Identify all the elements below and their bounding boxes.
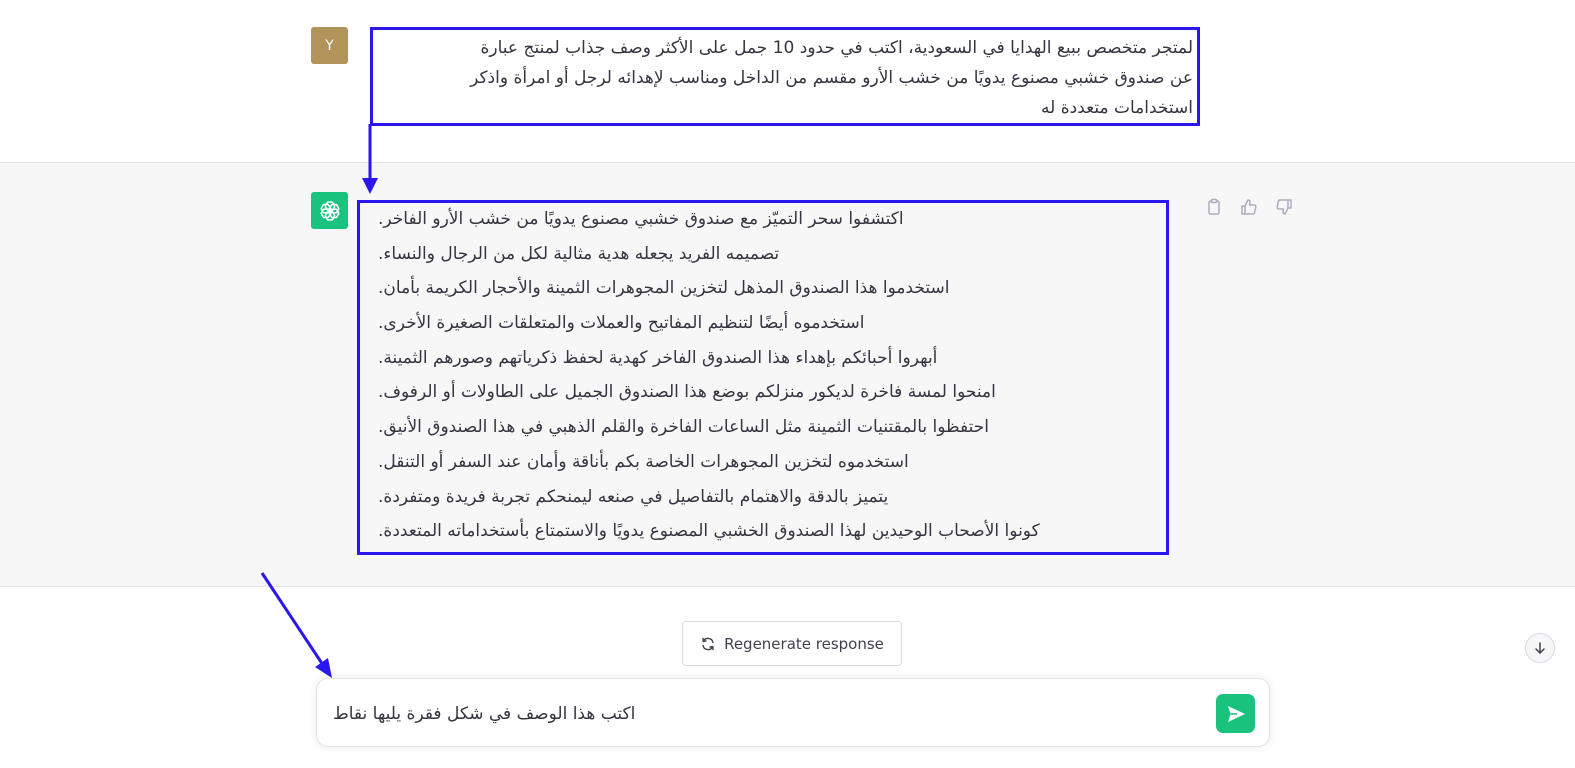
arrow-to-composer xyxy=(262,573,332,678)
regenerate-label: Regenerate response xyxy=(724,634,884,653)
message-input[interactable] xyxy=(333,699,1183,729)
list-item: .استخدموا هذا الصندوق المذهل لتخزين المجوهرات الثمينة والأحجار الكريمة بأمان xyxy=(378,278,950,299)
user-avatar-letter: Y xyxy=(325,37,334,54)
list-item: .أبهروا أحبائكم بإهداء هذا الصندوق الفاخر كهدية لحفظ ذكرياتهم وصورهم الثمينة xyxy=(378,347,938,368)
copy-icon xyxy=(1204,197,1224,217)
user-message xyxy=(370,27,1200,126)
send-icon xyxy=(1225,703,1247,725)
assistant-sentence-list xyxy=(378,202,1040,549)
thumbs-up-button[interactable] xyxy=(1239,197,1259,217)
arrow-down-icon xyxy=(1533,641,1547,655)
list-item: .تصميمه الفريد يجعله هدية مثالية لكل من الرجال والنساء xyxy=(378,243,780,264)
list-item: .استخدموه لتخزين المجوهرات الخاصة بكم بأناقة وأمان عند السفر أو التنقل xyxy=(378,451,909,472)
message-composer xyxy=(316,678,1270,747)
user-avatar xyxy=(311,27,348,64)
assistant-message xyxy=(357,200,1169,555)
thumbs-down-button[interactable] xyxy=(1274,197,1294,217)
list-item: .امنحوا لمسة فاخرة لديكور منزلكم بوضع هذا الصندوق الجميل على الطاولات أو الرفوف xyxy=(378,382,996,403)
list-item: .احتفظوا بالمقتنيات الثمينة مثل الساعات الفاخرة والقلم الذهبي في هذا الصندوق الأنيق xyxy=(378,417,989,438)
send-button[interactable] xyxy=(1216,694,1255,733)
assistant-avatar xyxy=(311,192,348,229)
refresh-icon xyxy=(700,636,716,652)
thumbs-down-icon xyxy=(1274,197,1294,217)
user-message-line: عن صندوق خشبي مصنوع يدويًا من خشب الأرو مقسم من الداخل ومناسب لإهدائه لرجل أو امرأة واذكر xyxy=(470,68,1193,88)
list-item: .يتميز بالدقة والاهتمام بالتفاصيل في صنعه ليمنحكم تجربة فريدة ومتفردة xyxy=(378,486,889,507)
regenerate-response-button[interactable] xyxy=(682,621,902,666)
thumbs-up-icon xyxy=(1239,197,1259,217)
user-message-line: لمتجر متخصص ببيع الهدايا في السعودية، اكتب في حدود 10 جمل على الأكثر وصف جذاب لمنتج عبارة xyxy=(480,38,1193,58)
copy-button[interactable] xyxy=(1204,197,1224,217)
list-item: .اكتشفوا سحر التميّز مع صندوق خشبي مصنوع يدويًا من خشب الأرو الفاخر xyxy=(378,209,904,229)
user-message-line: استخدامات متعددة له xyxy=(1041,98,1193,118)
scroll-to-bottom-button[interactable] xyxy=(1525,633,1555,663)
openai-logo-icon xyxy=(317,198,343,224)
list-item: .استخدموه أيضًا لتنظيم المفاتيح والعملات والمتعلقات الصغيرة الأخرى xyxy=(378,313,865,334)
list-item: .كونوا الأصحاب الوحيدين لهذا الصندوق الخشبي المصنوع يدويًا والاستمتاع بأستخداماته المتعددة xyxy=(378,521,1040,542)
